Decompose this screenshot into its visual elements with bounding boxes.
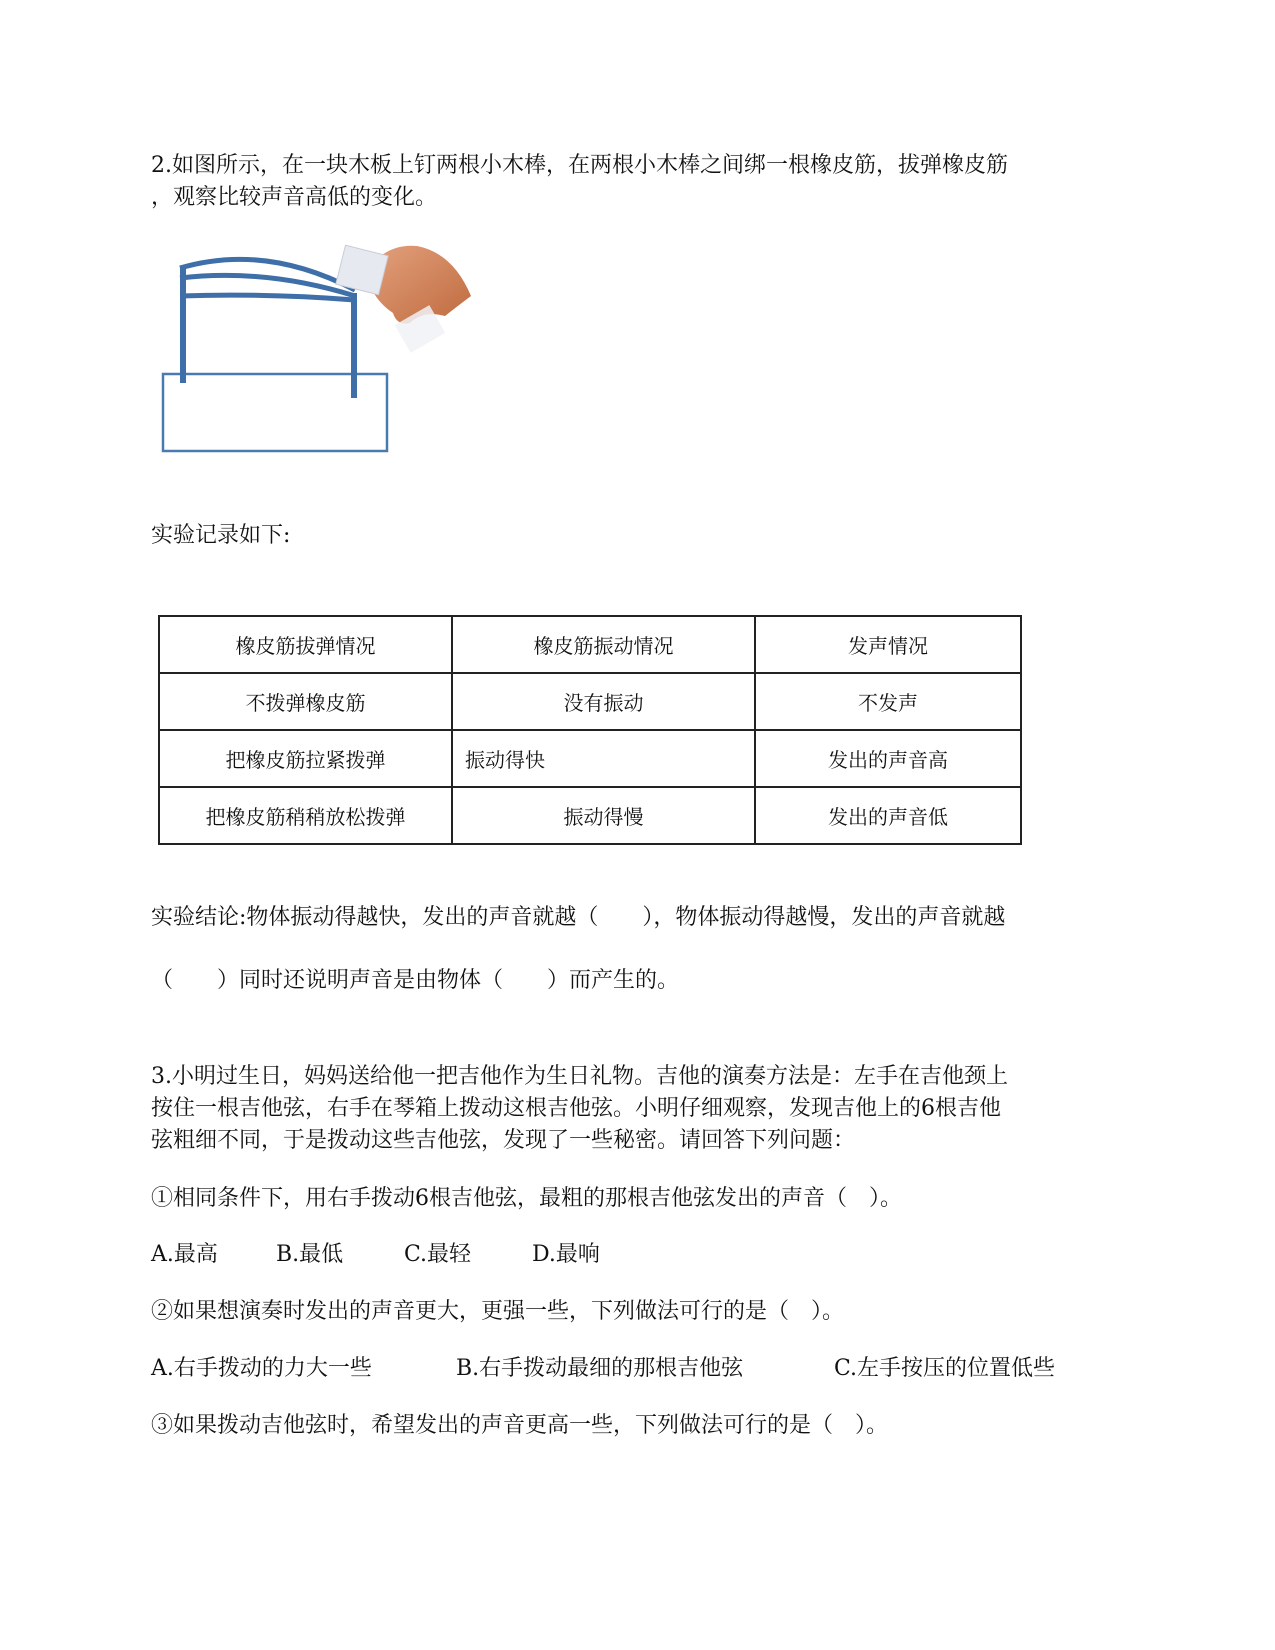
q3-sub2-options — [151, 1353, 1055, 1385]
table-header-cell: 橡皮筋振动情况 — [452, 616, 755, 673]
table-cell: 振动得快 — [452, 730, 755, 787]
option-b: B.右手拨动最细的那根吉他弦 — [456, 1356, 744, 1381]
table-cell: 振动得慢 — [452, 787, 755, 844]
q3-line3: 弦粗细不同，于是拨动这些吉他弦，发现了一些秘密。请回答下列问题： — [151, 1128, 856, 1153]
q3-sub1: ①相同条件下，用右手拨动6根吉他弦，最粗的那根吉他弦发出的声音（ ）。 — [151, 1186, 902, 1211]
option-b: B.最低 — [276, 1242, 344, 1267]
table-cell: 发出的声音低 — [755, 787, 1021, 844]
table-header-row — [159, 616, 1021, 673]
option-a: A.右手拨动的力大一些 — [151, 1356, 372, 1381]
q2-conclusion-line2: （ ）同时还说明声音是由物体（ ）而产生的。 — [151, 968, 680, 993]
table-header-cell: 橡皮筋拔弹情况 — [159, 616, 452, 673]
q3-sub2: ②如果想演奏时发出的声音更大，更强一些，下列做法可行的是（ ）。 — [151, 1299, 845, 1324]
q2-line2: ，观察比较声音高低的变化。 — [151, 185, 438, 210]
record-intro: 实验记录如下: — [151, 523, 291, 548]
table-row — [159, 673, 1021, 730]
table-header-cell: 发声情况 — [755, 616, 1021, 673]
table-row — [159, 787, 1021, 844]
q3-line2: 按住一根吉他弦，右手在琴箱上拨动这根吉他弦。小明仔细观察，发现吉他上的6根吉他 — [151, 1096, 1001, 1121]
option-a: A.最高 — [151, 1242, 218, 1267]
table-row — [159, 730, 1021, 787]
table-cell: 把橡皮筋稍稍放松拨弹 — [159, 787, 452, 844]
table-cell: 不发声 — [755, 673, 1021, 730]
rubber-band-figure — [155, 238, 495, 458]
rubber-band-bottom — [180, 295, 355, 300]
option-d: D.最响 — [532, 1242, 600, 1267]
q3-sub3: ③如果拨动吉他弦时，希望发出的声音更高一些，下列做法可行的是（ ）。 — [151, 1413, 889, 1438]
q3-line1: 3.小明过生日，妈妈送给他一把吉他作为生日礼物。吉他的演奏方法是：左手在吉他颈上 — [151, 1064, 1008, 1089]
q3-sub1-options — [151, 1239, 600, 1271]
table-cell: 发出的声音高 — [755, 730, 1021, 787]
q2-conclusion-line1: 实验结论:物体振动得越快，发出的声音就越（ ），物体振动得越慢，发出的声音就越 — [151, 905, 1006, 930]
option-c: C.最轻 — [404, 1242, 472, 1267]
experiment-record-table — [158, 615, 1022, 845]
option-c: C.左手按压的位置低些 — [834, 1356, 1056, 1381]
q2-line1: 2.如图所示，在一块木板上钉两根小木棒，在两根小木棒之间绑一根橡皮筋，拔弹橡皮筋 — [151, 153, 1008, 178]
table-cell: 把橡皮筋拉紧拨弹 — [159, 730, 452, 787]
table-cell: 没有振动 — [452, 673, 755, 730]
table-cell: 不拨弹橡皮筋 — [159, 673, 452, 730]
